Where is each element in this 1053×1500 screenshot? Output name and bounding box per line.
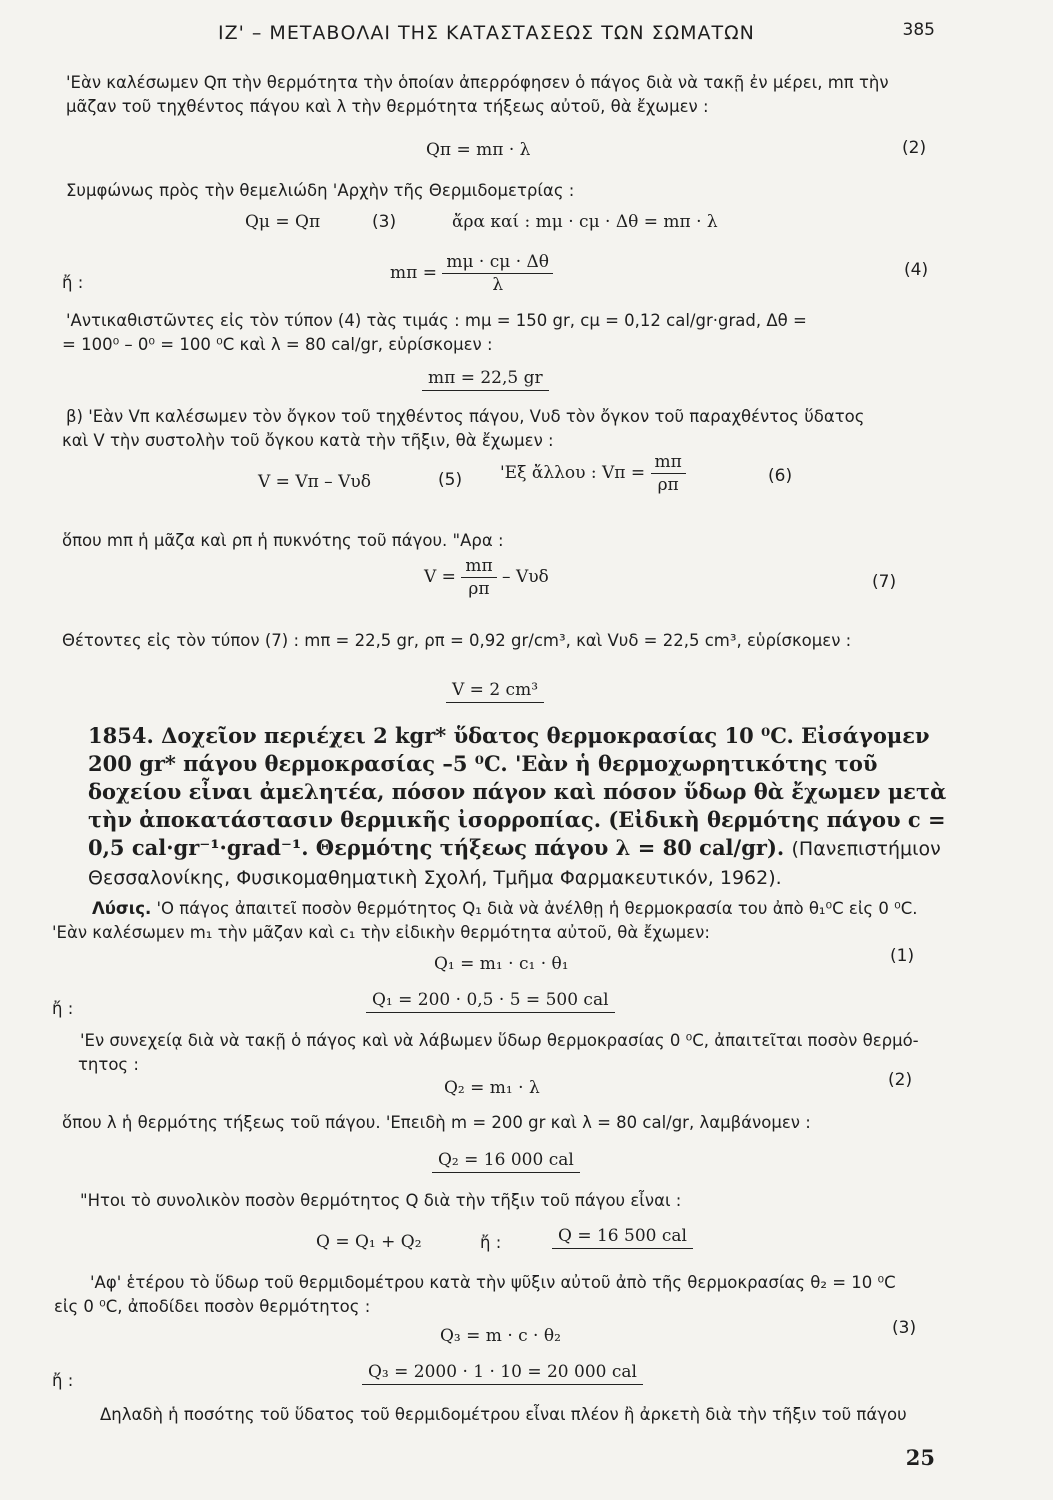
result-q2: Q₂ = 16 000 cal: [432, 1150, 580, 1170]
page-number: 385: [902, 20, 935, 40]
eq6-fraction: [651, 452, 686, 495]
result-volume: V = 2 cm³: [446, 680, 544, 700]
text-line: 'Εὰν καλέσωμεν Qπ τὴν θερμότητα τὴν ὁποίαν ἀπερρόφησεν ὁ πάγος διὰ νὰ τακῇ ἐν μέρει, mπ τὴν: [66, 73, 889, 92]
result-mpi: mπ = 22,5 gr: [422, 368, 549, 388]
equation-number: (4): [904, 260, 929, 280]
equation-number: (3): [372, 212, 397, 232]
text-line: = 100⁰ – 0⁰ = 100 ⁰C καὶ λ = 80 cal/gr, εὑρίσκομεν :: [62, 335, 493, 354]
equation-number: (2): [888, 1070, 913, 1090]
problem-statement: Δοχεῖον περιέχει 2 kgr* ὕδατος θερμοκρασίας 10 ⁰C. Εἰσάγομεν 200 gr* πάγου θερμοκρασίας –5 ⁰C. 'Εὰν ἡ θερμοχωρητικότης τοῦ δοχείου εἶναι ἀμελητέα, πόσον πάγον καὶ πόσον ὕδωρ θὰ ἔχωμεν μετὰ τὴν ἀποκατάστασιν θερμικῆς ἰσορροπίας. (Εἰδικὴ θερμότης πάγου c = 0,5 cal·gr⁻¹·grad⁻¹. Θερμότης τήξεως πάγου λ = 80 cal/gr).: [88, 723, 947, 860]
equation-2: Qπ = mπ · λ: [426, 140, 531, 160]
eq7-numerator: mπ: [461, 556, 496, 578]
solution-line: ὅπου λ ἡ θερμότης τήξεως τοῦ πάγου. 'Επειδὴ m = 200 gr καὶ λ = 80 cal/gr, λαμβάνομεν :: [62, 1113, 811, 1132]
solution-line: "Ητοι τὸ συνολικὸν ποσὸν θερμότητος Q διὰ τὴν τῆξιν τοῦ πάγου εἶναι :: [80, 1191, 682, 1210]
eq7-lhs: V =: [424, 567, 456, 587]
eq6-lead: 'Εξ ἄλλου : Vπ =: [500, 463, 646, 483]
equation-3a: Qμ = Qπ: [245, 212, 321, 232]
eq7-denominator: ρπ: [468, 579, 490, 599]
text-line: Συμφώνως πρὸς τὴν θεμελιώδη 'Αρχὴν τῆς Θερμιδομετρίας :: [66, 181, 575, 200]
signature-mark: 25: [905, 1445, 935, 1470]
solution-line: Δηλαδὴ ἡ ποσότης τοῦ ὕδατος τοῦ θερμιδομέτρου εἶναι πλέον ἢ ἀρκετὴ διὰ τὴν τῆξιν τοῦ πάγου: [100, 1405, 907, 1424]
equation-number: (2): [902, 138, 927, 158]
equation-number: (6): [768, 466, 793, 486]
solution-line: 'Εν συνεχείᾳ διὰ νὰ τακῇ ὁ πάγος καὶ νὰ λάβωμεν ὕδωρ θερμοκρασίας 0 ⁰C, ἀπαιτεῖται ποσὸν θερμό-: [80, 1031, 919, 1050]
equation-7: [424, 556, 549, 599]
equation-number: (5): [438, 470, 463, 490]
equation-q1: Q₁ = m₁ · c₁ · θ₁: [434, 954, 569, 974]
result-q1: Q₁ = 200 · 0,5 · 5 = 500 cal: [366, 990, 615, 1010]
text-line: Θέτοντες εἰς τὸν τύπον (7) : mπ = 22,5 gr, ρπ = 0,92 gr/cm³, καὶ Vυδ = 22,5 cm³, εὑρίσκομεν :: [62, 631, 852, 650]
equation-number: (7): [872, 572, 897, 592]
result-q3: Q₃ = 2000 · 1 · 10 = 20 000 cal: [362, 1362, 643, 1382]
text-line: μᾶζαν τοῦ τηχθέντος πάγου καὶ λ τὴν θερμότητα τήξεως αὐτοῦ, θὰ ἔχωμεν :: [66, 97, 709, 116]
eq4-denominator: λ: [492, 275, 504, 295]
equation-qsum: Q = Q₁ + Q₂: [316, 1232, 422, 1252]
text-line: β) 'Εὰν Vπ καλέσωμεν τὸν ὄγκον τοῦ τηχθέντος πάγου, Vυδ τὸν ὄγκον τοῦ παραχθέντος ὕδατος: [66, 407, 865, 426]
eta-label: ἤ :: [52, 999, 74, 1018]
solution-label: Λύσις.: [92, 899, 152, 918]
equation-5: V = Vπ – Vυδ: [258, 472, 371, 492]
equation-q2: Q₂ = m₁ · λ: [444, 1078, 540, 1098]
solution-line: 'Εὰν καλέσωμεν m₁ τὴν μᾶζαν καὶ c₁ τὴν εἰδικὴν θερμότητα αὐτοῦ, θὰ ἔχωμεν:: [52, 923, 710, 942]
text-line: ὅπου mπ ἡ μᾶζα καὶ ρπ ἡ πυκνότης τοῦ πάγου. "Αρα :: [62, 531, 504, 550]
equation-q3: Q₃ = m · c · θ₂: [440, 1326, 561, 1346]
eq6-numerator: mπ: [651, 452, 686, 474]
running-header: ΙΖ' – ΜΕΤΑΒΟΛΑΙ ΤΗΣ ΚΑΤΑΣΤΑΣΕΩΣ ΤΩΝ ΣΩΜΑΤΩΝ: [218, 22, 755, 44]
equation-number: (3): [892, 1318, 917, 1338]
eta-label: ἤ :: [52, 1371, 74, 1390]
solution-line: 'Αφ' ἑτέρου τὸ ὕδωρ τοῦ θερμιδομέτρου κατὰ τὴν ψῦξιν αὐτοῦ ἀπὸ τῆς θερμοκρασίας θ₂ = 10 ⁰C: [90, 1273, 896, 1292]
problem-source: (Πανεπιστήμιον Θεσσαλονίκης, Φυσικομαθηματικὴ Σχολή, Τμῆμα Φαρμακευτικόν, 1962).: [88, 838, 941, 889]
equation-4: [390, 252, 553, 295]
eq4-lhs: mπ =: [390, 263, 437, 283]
equation-number: (1): [890, 946, 915, 966]
eq6-denominator: ρπ: [657, 475, 679, 495]
eq7-rhs: – Vυδ: [502, 567, 549, 587]
equation-6: [500, 452, 686, 495]
problem-number: 1854.: [88, 723, 154, 748]
solution-line: Λύσις. 'Ο πάγος ἀπαιτεῖ ποσὸν θερμότητος Q₁ διὰ νὰ ἀνέλθῃ ἡ θερμοκρασία του ἀπὸ θ₁⁰C εἰς 0 ⁰C.: [92, 899, 918, 918]
text-line: 'Αντικαθιστῶντες εἰς τὸν τύπον (4) τὰς τιμάς : mμ = 150 gr, cμ = 0,12 cal/gr·grad, Δθ =: [66, 311, 807, 330]
eq7-fraction: [461, 556, 496, 599]
eta-label: ἤ :: [62, 273, 84, 292]
eq4-numerator: mμ · cμ · Δθ: [442, 252, 553, 274]
text-line: καὶ V τὴν συστολὴν τοῦ ὄγκου κατὰ τὴν τῆξιν, θὰ ἔχωμεν :: [62, 431, 554, 450]
equation-3b: ἄρα καί : mμ · cμ · Δθ = mπ · λ: [452, 212, 718, 232]
problem-1854: [88, 722, 968, 892]
result-qsum: Q = 16 500 cal: [552, 1226, 693, 1246]
eq4-fraction: [442, 252, 553, 295]
solution-line: εἰς 0 ⁰C, ἀποδίδει ποσὸν θερμότητος :: [54, 1297, 371, 1316]
eta-label: ἤ :: [480, 1233, 502, 1252]
solution-line: τητος :: [78, 1055, 139, 1074]
